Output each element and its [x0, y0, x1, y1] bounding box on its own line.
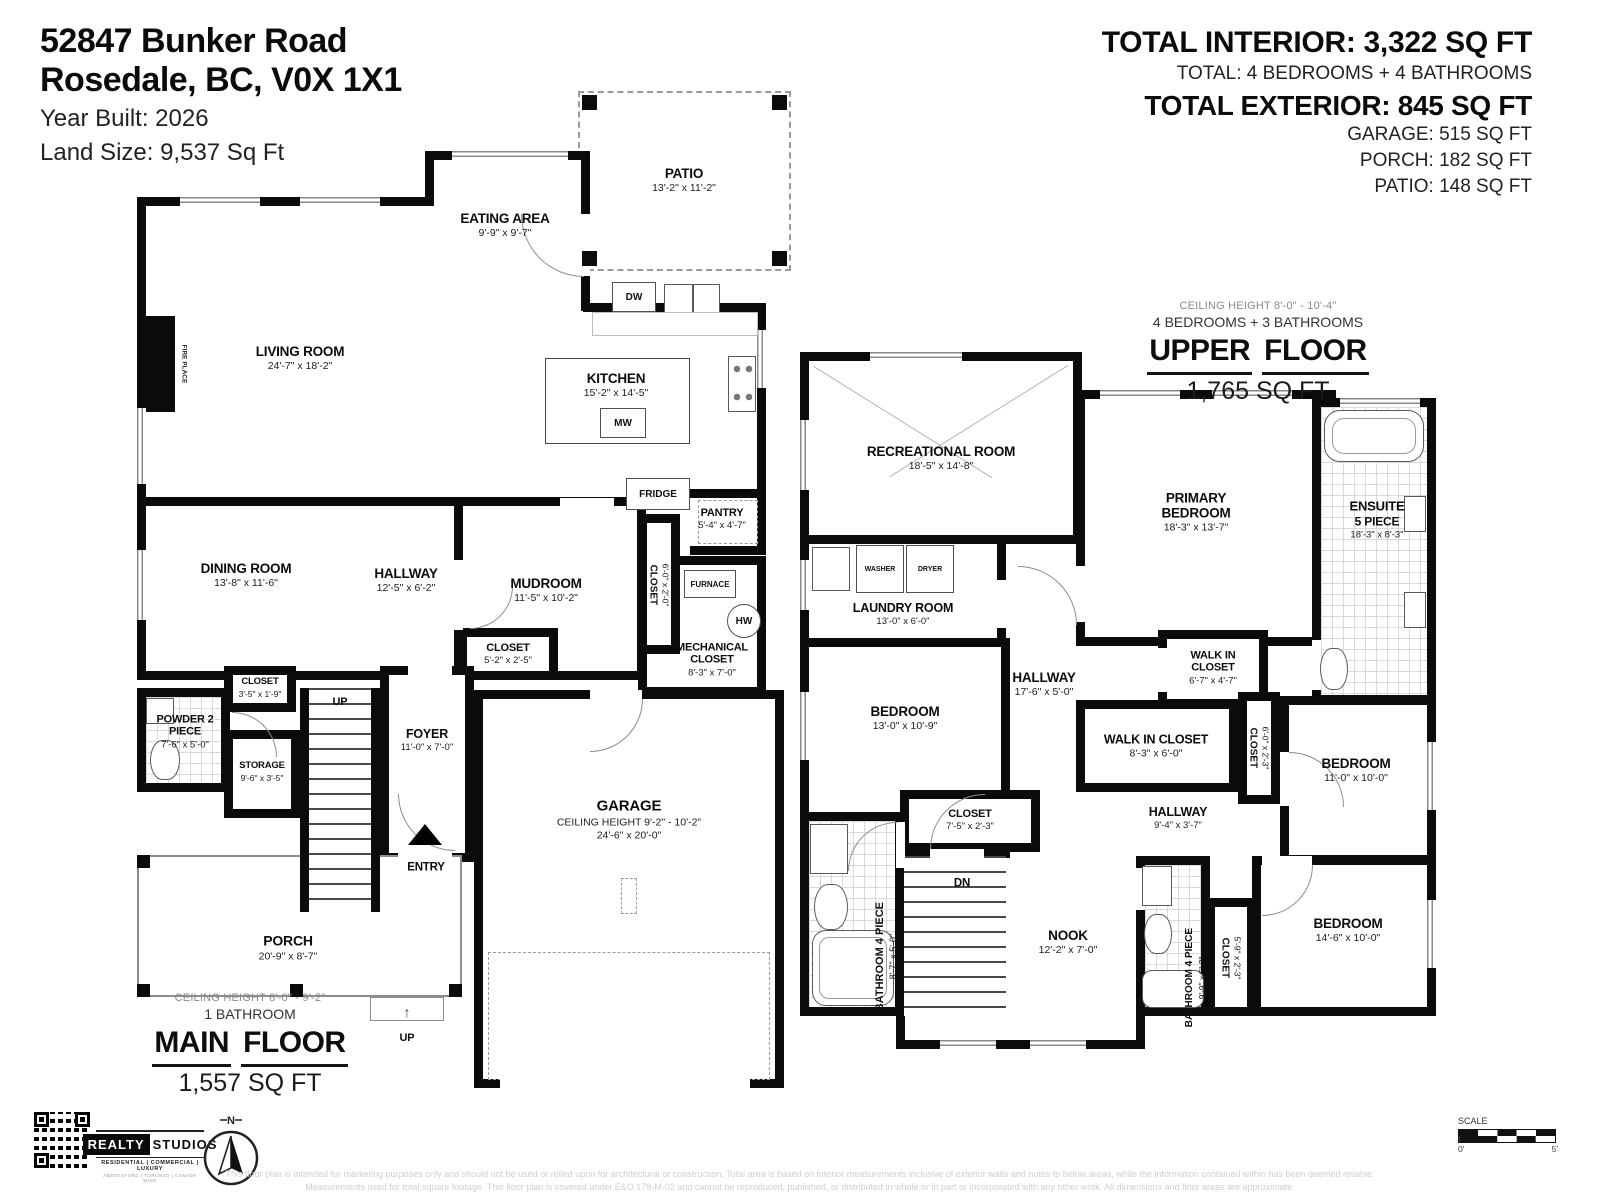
total-exterior: TOTAL EXTERIOR: 845 SQ FT — [1144, 90, 1532, 122]
qr-finder — [75, 1112, 90, 1127]
main-floor-area: 1,557 SQ FT — [178, 1069, 322, 1097]
qr-finder — [34, 1112, 49, 1127]
label-laundry: LAUNDRY ROOM 13'-0" x 6'-0" — [852, 601, 954, 627]
label-dn: DN — [953, 877, 971, 890]
door-opening — [930, 849, 984, 858]
wall — [896, 1040, 1145, 1049]
disclaimer-line-1: This floor plan is intended for marketing purposes only and should not be used or relied upon for architectural or construction. Total area is based on interior measurements inclusive of exterior walls and notes to below areas, while the information contained within has been deemed reliable. — [225, 1169, 1375, 1179]
bathroom-left-toilet — [814, 884, 848, 930]
door-arc — [232, 712, 277, 757]
label-kitchen: KITCHEN 15'-2" x 14'-5" — [583, 370, 649, 400]
label-primary-bedroom: PRIMARY BEDROOM 18'-3" x 13'-7" — [1161, 490, 1231, 534]
label-patio: PATIO 13'-2" x 11'-2" — [652, 165, 716, 195]
disclaimer-line-2: Measurements used for total square footage. This floor plan is covered under E&O 178-M-02 and cannot be reproduced, published, or distributed in whole or in part or incorporated with any other work. All dimensions and floor areas are approximate. — [305, 1182, 1295, 1192]
fireplace — [137, 316, 175, 412]
patio-post — [582, 95, 597, 110]
microwave-box — [600, 408, 646, 438]
door-arc — [1018, 566, 1077, 625]
year-built: Year Built: 2026 — [40, 105, 209, 133]
kitchen-sink — [664, 284, 720, 314]
scale-end: 5' — [1551, 1144, 1558, 1154]
label-bathroom-right: 9'-9" x 5'-3" BATHROOM 4 PIECE — [1184, 928, 1207, 1028]
hw-label: HW — [735, 615, 753, 627]
label-recreational: RECREATIONAL ROOM 18'-5" x 14'-8" — [866, 443, 1016, 473]
label-up-porch: UP — [399, 1031, 415, 1044]
porch-post — [137, 855, 150, 868]
door-opening — [896, 822, 905, 868]
window — [300, 197, 380, 206]
bathroom-right-toilet — [1144, 914, 1172, 954]
patio-post — [582, 251, 597, 266]
label-walk-in-closet-large: WALK IN CLOSET 8'-3" x 6'-0" — [1103, 732, 1209, 760]
patio-post — [772, 251, 787, 266]
label-hallway-main: HALLWAY 12'-5" x 6'-2" — [374, 565, 438, 595]
label-garage: GARAGE CEILING HEIGHT 9'-2" - 10'-2" 24'-6" x 20'-0" — [556, 797, 702, 842]
door-opening — [560, 498, 614, 507]
dishwasher-box — [612, 282, 656, 312]
laundry-sink — [812, 547, 850, 591]
garage-door-zone — [488, 952, 770, 1080]
garage-door-opening — [500, 1079, 750, 1088]
property-header — [40, 22, 402, 169]
door-opening — [1158, 648, 1167, 692]
label-porch: PORCH 20'-9" x 8'-7" — [258, 932, 318, 963]
total-interior: TOTAL INTERIOR: 3,322 SQ FT — [1101, 26, 1532, 59]
furnace-label: FURNACE — [690, 579, 730, 589]
window — [137, 408, 146, 484]
fireplace-label: FIRE PLACE — [180, 344, 188, 384]
totals-header — [1102, 26, 1532, 199]
window — [800, 560, 809, 610]
kitchen-counter — [592, 312, 758, 336]
brand-realty: REALTY — [83, 1134, 150, 1155]
door-opening — [590, 690, 642, 699]
door-opening — [1280, 752, 1289, 806]
label-mechanical-closet: MECHANICAL CLOSET 8'-3" x 7'-0" — [676, 641, 748, 679]
fridge-box — [626, 478, 690, 510]
upper-floor-title — [1108, 300, 1408, 406]
wall — [1136, 1016, 1145, 1049]
dryer-box — [906, 545, 954, 593]
hot-water-tank — [727, 604, 761, 638]
window — [137, 550, 146, 620]
window — [870, 352, 962, 361]
window — [940, 1040, 996, 1049]
furnace-box — [684, 570, 736, 598]
ensuite-sink — [1404, 496, 1426, 532]
label-closet-tall: CLOSET 6'-0" x 2'-3" — [1247, 726, 1271, 770]
ensuite-toilet — [1320, 648, 1348, 690]
scale-label: SCALE — [1458, 1116, 1488, 1126]
porch-step-arrow: ↑ — [403, 1004, 411, 1020]
label-fireplace — [181, 345, 188, 384]
entry-arrow — [408, 824, 442, 845]
label-hallway-short: HALLWAY 9'-4" x 3'-7" — [1148, 805, 1208, 831]
brand-tagline: RESIDENTIAL | COMMERCIAL | LUXURY — [101, 1160, 199, 1172]
bathroom-left-sink — [810, 824, 848, 874]
window — [180, 197, 260, 206]
label-ensuite: ENSUITE 5 PIECE 18'-3" x 8'-3" — [1349, 498, 1405, 541]
label-closet-mudroom: CLOSET 5'-2" x 2'-5" — [484, 641, 532, 667]
qr-finder — [34, 1153, 49, 1168]
label-nook: NOOK 12'-2" x 7'-0" — [1038, 927, 1098, 957]
ensuite-sink — [1404, 592, 1426, 628]
label-foyer: FOYER 11'-0" x 7'-0" — [400, 727, 454, 753]
label-bedroom-13: BEDROOM 13'-0" x 10'-9" — [870, 703, 940, 733]
brand-rule — [96, 1130, 204, 1132]
label-hallway-long: HALLWAY 17'-6" x 5'-0" — [1012, 669, 1076, 699]
window — [452, 151, 568, 160]
scale-start: 0' — [1458, 1144, 1465, 1154]
total-rooms: TOTAL: 4 BEDROOMS + 4 BATHROOMS — [1176, 62, 1532, 84]
main-floor-title — [110, 992, 390, 1098]
land-size: Land Size: 9,537 Sq Ft — [40, 139, 285, 167]
window — [1427, 742, 1436, 810]
label-powder: POWDER 2 PIECE 7'-6" x 5'-0" — [156, 713, 214, 751]
scale-bar — [1458, 1129, 1556, 1143]
label-walk-in-closet-small: WALK IN CLOSET 6'-7" x 4'-7" — [1189, 649, 1237, 687]
compass-n-label: N — [227, 1115, 235, 1127]
upper-floor-bedrooms: 4 BEDROOMS + 3 BATHROOMS — [1152, 314, 1364, 330]
brand-subline: ABBOTSFORD | TORONTO | CANADA WIDE — [103, 1173, 197, 1183]
label-storage: STORAGE 9'-6" x 3'-5" — [239, 760, 285, 783]
door-opening — [1262, 856, 1312, 865]
stairs-main — [300, 688, 380, 912]
patio-area: PATIO: 148 SQ FT — [1374, 175, 1532, 197]
label-mudroom: MUDROOM 11'-5" x 10'-2" — [510, 575, 582, 605]
label-closet-kitchen: CLOSET 6'-0" x 2'-0" — [647, 563, 671, 607]
garage-area: GARAGE: 515 SQ FT — [1347, 124, 1532, 146]
porch-post — [449, 984, 462, 997]
address-line-2: Rosedale, BC, V0X 1X1 — [40, 61, 402, 100]
label-closet-59: CLOSET 5'-9" x 2'-3" — [1219, 936, 1243, 980]
address-line-1: 52847 Bunker Road — [40, 22, 348, 60]
label-bathroom-left: 8'-7" x 5'-0" BATHROOM 4 PIECE — [874, 902, 898, 1012]
dryer-label: DRYER — [917, 565, 943, 573]
washer-label: WASHER — [864, 565, 896, 573]
label-bedroom-146: BEDROOM 14'-6" x 10'-0" — [1313, 915, 1383, 945]
door-opening — [1076, 566, 1085, 622]
main-floor-ceiling: CEILING HEIGHT 8'-0" - 9'-2" — [174, 992, 326, 1004]
label-eating-area: EATING AREA 9'-9" x 9'-7" — [460, 210, 550, 240]
upper-floor-ceiling: CEILING HEIGHT 8'-0" - 10'-4" — [1179, 300, 1337, 312]
brand-name — [87, 1134, 218, 1155]
brand-rule — [96, 1157, 204, 1158]
bathroom-right-sink — [1142, 866, 1172, 906]
scale-indicator — [1458, 1116, 1558, 1154]
garage-post — [621, 878, 637, 914]
door-opening — [454, 560, 463, 630]
dw-label: DW — [625, 291, 643, 303]
wall — [425, 151, 434, 206]
label-up-stairs: UP — [332, 695, 348, 708]
upper-floor-area: 1,765 SQ FT — [1186, 377, 1330, 405]
ensuite-tub — [1324, 410, 1424, 462]
mw-label: MW — [614, 417, 632, 429]
patio-post — [772, 95, 787, 110]
label-closet-foyer: CLOSET 3'-5" x 1'-9" — [238, 676, 282, 699]
washer-box — [856, 545, 904, 593]
label-dining-room: DINING ROOM 13'-8" x 11'-6" — [200, 560, 292, 590]
door-opening — [408, 666, 452, 675]
door-opening — [997, 580, 1006, 628]
window — [757, 330, 766, 388]
fridge-label: FRIDGE — [639, 488, 677, 500]
label-closet-75: CLOSET 7'-5" x 2'-3" — [946, 807, 994, 833]
porch-area: PORCH: 182 SQ FT — [1359, 149, 1532, 171]
label-living-room: LIVING ROOM 24'-7" x 18'-2" — [255, 343, 345, 373]
scale-ends — [1458, 1144, 1558, 1154]
upper-floor-name: UPPER FLOOR — [1108, 334, 1408, 368]
stove — [728, 356, 756, 412]
window — [1427, 900, 1436, 968]
door-opening — [349, 560, 358, 630]
main-floor-name: MAIN FLOOR — [110, 1026, 390, 1060]
window — [1030, 1040, 1086, 1049]
label-bedroom-11: BEDROOM 11'-0" x 10'-0" — [1321, 755, 1391, 785]
label-entry: ENTRY — [407, 861, 445, 874]
label-pantry: PANTRY 5'-4" x 4'-7" — [698, 506, 746, 532]
brand-studios: STUDIOS — [152, 1137, 218, 1152]
window — [800, 692, 809, 760]
window — [800, 420, 809, 490]
main-floor-bathrooms: 1 BATHROOM — [204, 1006, 296, 1022]
